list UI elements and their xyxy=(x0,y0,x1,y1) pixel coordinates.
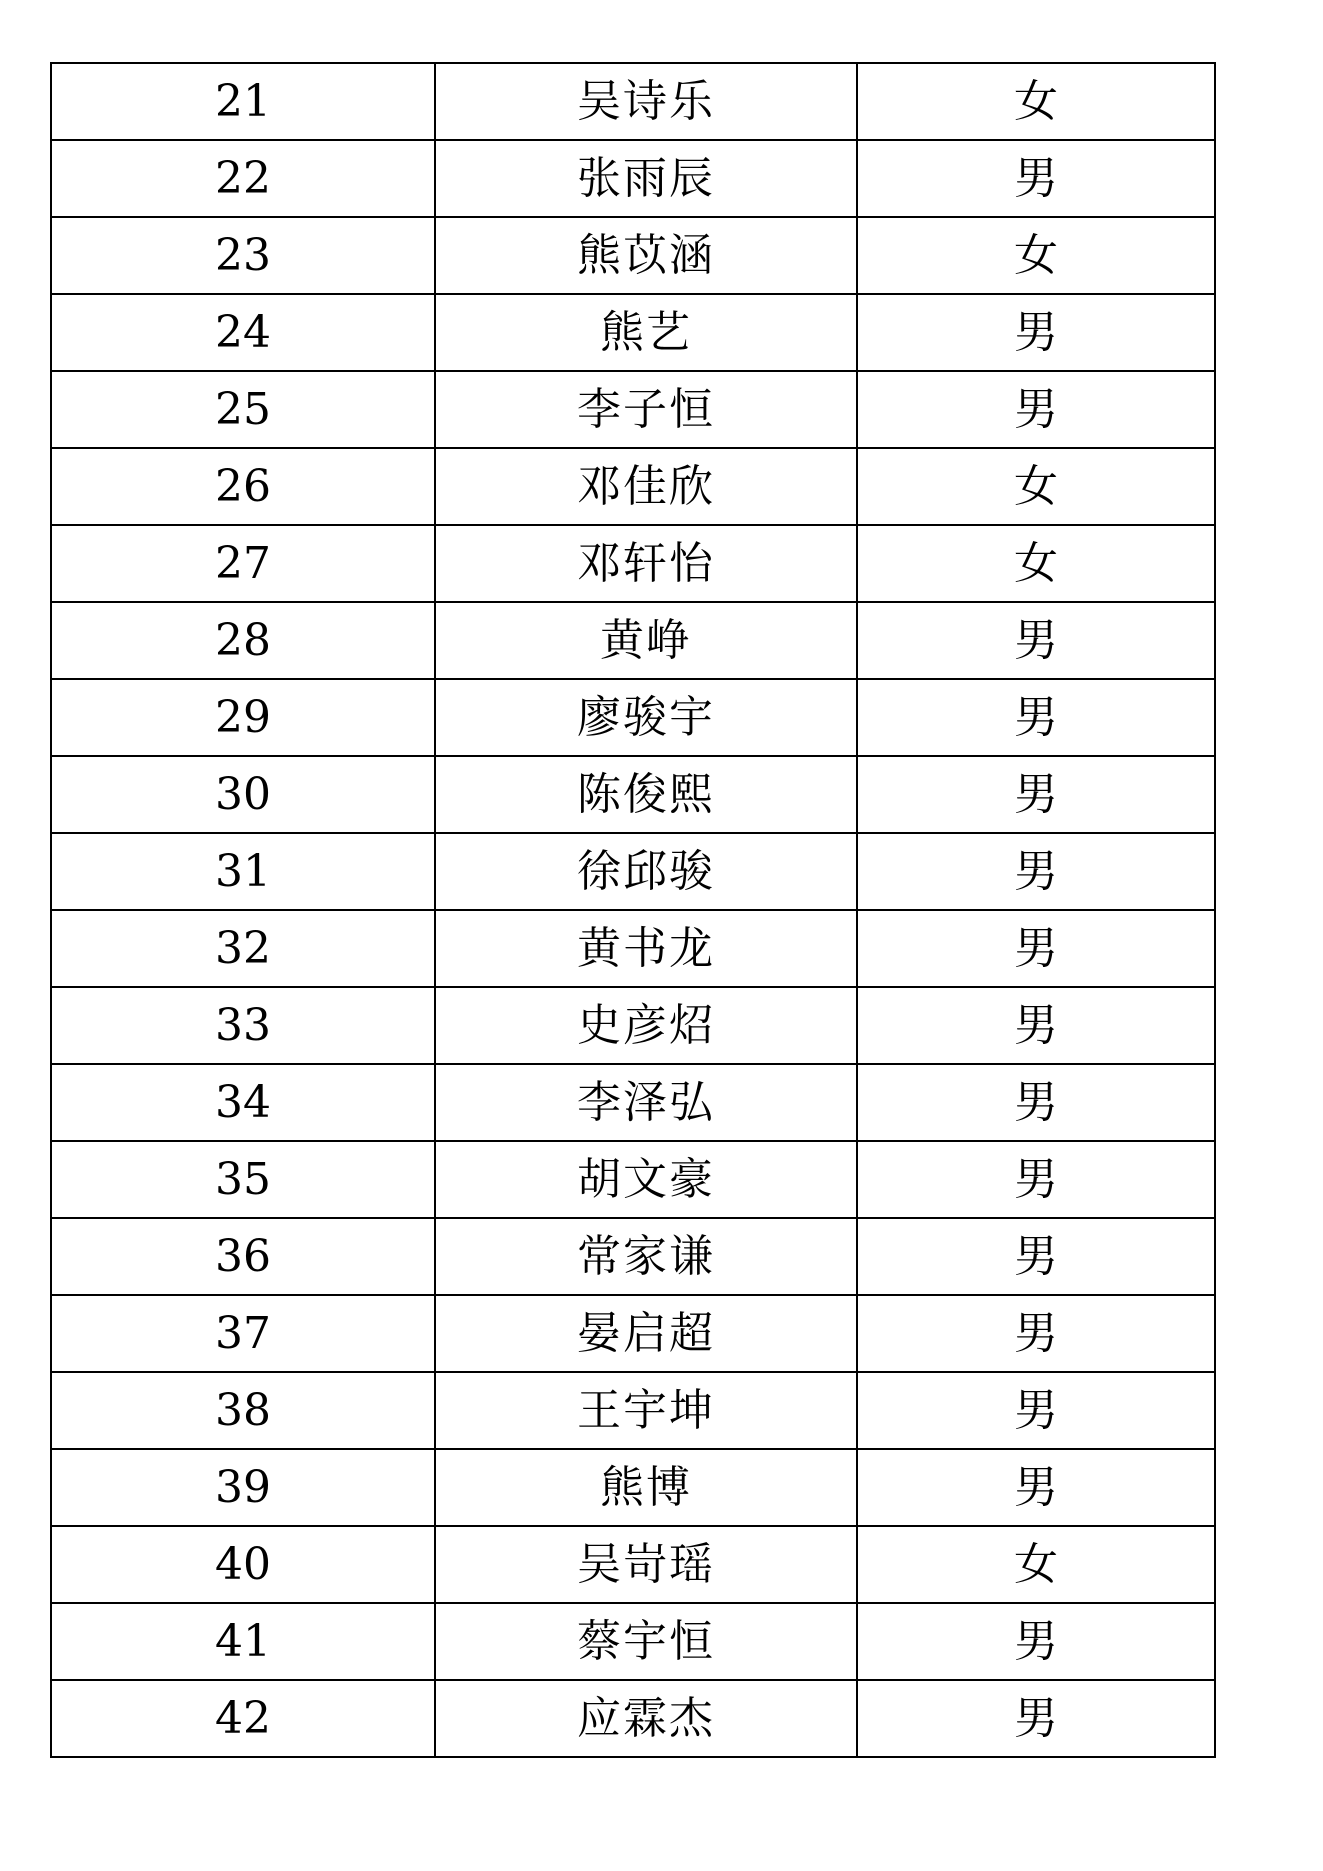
gender-cell: 女 xyxy=(857,63,1215,140)
table-row xyxy=(51,756,1215,833)
row-number-cell: 37 xyxy=(51,1295,435,1372)
gender-cell: 男 xyxy=(857,1449,1215,1526)
gender-cell: 男 xyxy=(857,1295,1215,1372)
gender-cell: 男 xyxy=(857,833,1215,910)
gender-cell: 男 xyxy=(857,1141,1215,1218)
student-name-cell: 李泽弘 xyxy=(435,1064,857,1141)
student-name-cell: 熊苡涵 xyxy=(435,217,857,294)
row-number-cell: 40 xyxy=(51,1526,435,1603)
row-number-cell: 39 xyxy=(51,1449,435,1526)
student-name-cell: 常家谦 xyxy=(435,1218,857,1295)
student-name-cell: 胡文豪 xyxy=(435,1141,857,1218)
row-number-cell: 30 xyxy=(51,756,435,833)
gender-cell: 男 xyxy=(857,1064,1215,1141)
student-name-cell: 黄书龙 xyxy=(435,910,857,987)
row-number-cell: 24 xyxy=(51,294,435,371)
row-number-cell: 42 xyxy=(51,1680,435,1757)
table-row xyxy=(51,525,1215,602)
row-number-cell: 31 xyxy=(51,833,435,910)
student-name-cell: 邓佳欣 xyxy=(435,448,857,525)
student-name-cell: 蔡宇恒 xyxy=(435,1603,857,1680)
row-number-cell: 25 xyxy=(51,371,435,448)
student-name-cell: 晏启超 xyxy=(435,1295,857,1372)
student-name-cell: 熊博 xyxy=(435,1449,857,1526)
gender-cell: 男 xyxy=(857,987,1215,1064)
student-name-cell: 张雨辰 xyxy=(435,140,857,217)
row-number-cell: 26 xyxy=(51,448,435,525)
table-row xyxy=(51,910,1215,987)
gender-cell: 男 xyxy=(857,679,1215,756)
row-number-cell: 35 xyxy=(51,1141,435,1218)
table-row xyxy=(51,1064,1215,1141)
student-name-cell: 李子恒 xyxy=(435,371,857,448)
table-row xyxy=(51,833,1215,910)
row-number-cell: 29 xyxy=(51,679,435,756)
table-row xyxy=(51,63,1215,140)
table-row xyxy=(51,448,1215,525)
row-number-cell: 38 xyxy=(51,1372,435,1449)
student-name-cell: 熊艺 xyxy=(435,294,857,371)
roster-table-body xyxy=(51,63,1215,1757)
student-name-cell: 廖骏宇 xyxy=(435,679,857,756)
table-row xyxy=(51,1141,1215,1218)
row-number-cell: 22 xyxy=(51,140,435,217)
gender-cell: 男 xyxy=(857,1218,1215,1295)
row-number-cell: 33 xyxy=(51,987,435,1064)
table-row xyxy=(51,1603,1215,1680)
gender-cell: 男 xyxy=(857,1372,1215,1449)
gender-cell: 男 xyxy=(857,910,1215,987)
table-row xyxy=(51,1680,1215,1757)
gender-cell: 男 xyxy=(857,1680,1215,1757)
gender-cell: 男 xyxy=(857,1603,1215,1680)
table-row xyxy=(51,1218,1215,1295)
table-row xyxy=(51,217,1215,294)
row-number-cell: 41 xyxy=(51,1603,435,1680)
gender-cell: 男 xyxy=(857,294,1215,371)
row-number-cell: 32 xyxy=(51,910,435,987)
table-row xyxy=(51,1295,1215,1372)
row-number-cell: 21 xyxy=(51,63,435,140)
student-name-cell: 徐邱骏 xyxy=(435,833,857,910)
student-name-cell: 王宇坤 xyxy=(435,1372,857,1449)
gender-cell: 男 xyxy=(857,602,1215,679)
gender-cell: 男 xyxy=(857,371,1215,448)
table-row xyxy=(51,371,1215,448)
table-row xyxy=(51,1526,1215,1603)
row-number-cell: 34 xyxy=(51,1064,435,1141)
gender-cell: 女 xyxy=(857,217,1215,294)
gender-cell: 男 xyxy=(857,756,1215,833)
gender-cell: 女 xyxy=(857,448,1215,525)
table-row xyxy=(51,1449,1215,1526)
student-name-cell: 黄峥 xyxy=(435,602,857,679)
table-row xyxy=(51,602,1215,679)
row-number-cell: 28 xyxy=(51,602,435,679)
row-number-cell: 27 xyxy=(51,525,435,602)
gender-cell: 男 xyxy=(857,140,1215,217)
student-name-cell: 应霖杰 xyxy=(435,1680,857,1757)
table-row xyxy=(51,679,1215,756)
roster-table xyxy=(50,62,1216,1758)
table-row xyxy=(51,1372,1215,1449)
table-row xyxy=(51,140,1215,217)
table-row xyxy=(51,294,1215,371)
row-number-cell: 23 xyxy=(51,217,435,294)
student-name-cell: 吴诗乐 xyxy=(435,63,857,140)
student-name-cell: 邓轩怡 xyxy=(435,525,857,602)
student-name-cell: 史彦炤 xyxy=(435,987,857,1064)
student-name-cell: 吴岢瑶 xyxy=(435,1526,857,1603)
gender-cell: 女 xyxy=(857,1526,1215,1603)
table-row xyxy=(51,987,1215,1064)
student-name-cell: 陈俊熙 xyxy=(435,756,857,833)
gender-cell: 女 xyxy=(857,525,1215,602)
row-number-cell: 36 xyxy=(51,1218,435,1295)
